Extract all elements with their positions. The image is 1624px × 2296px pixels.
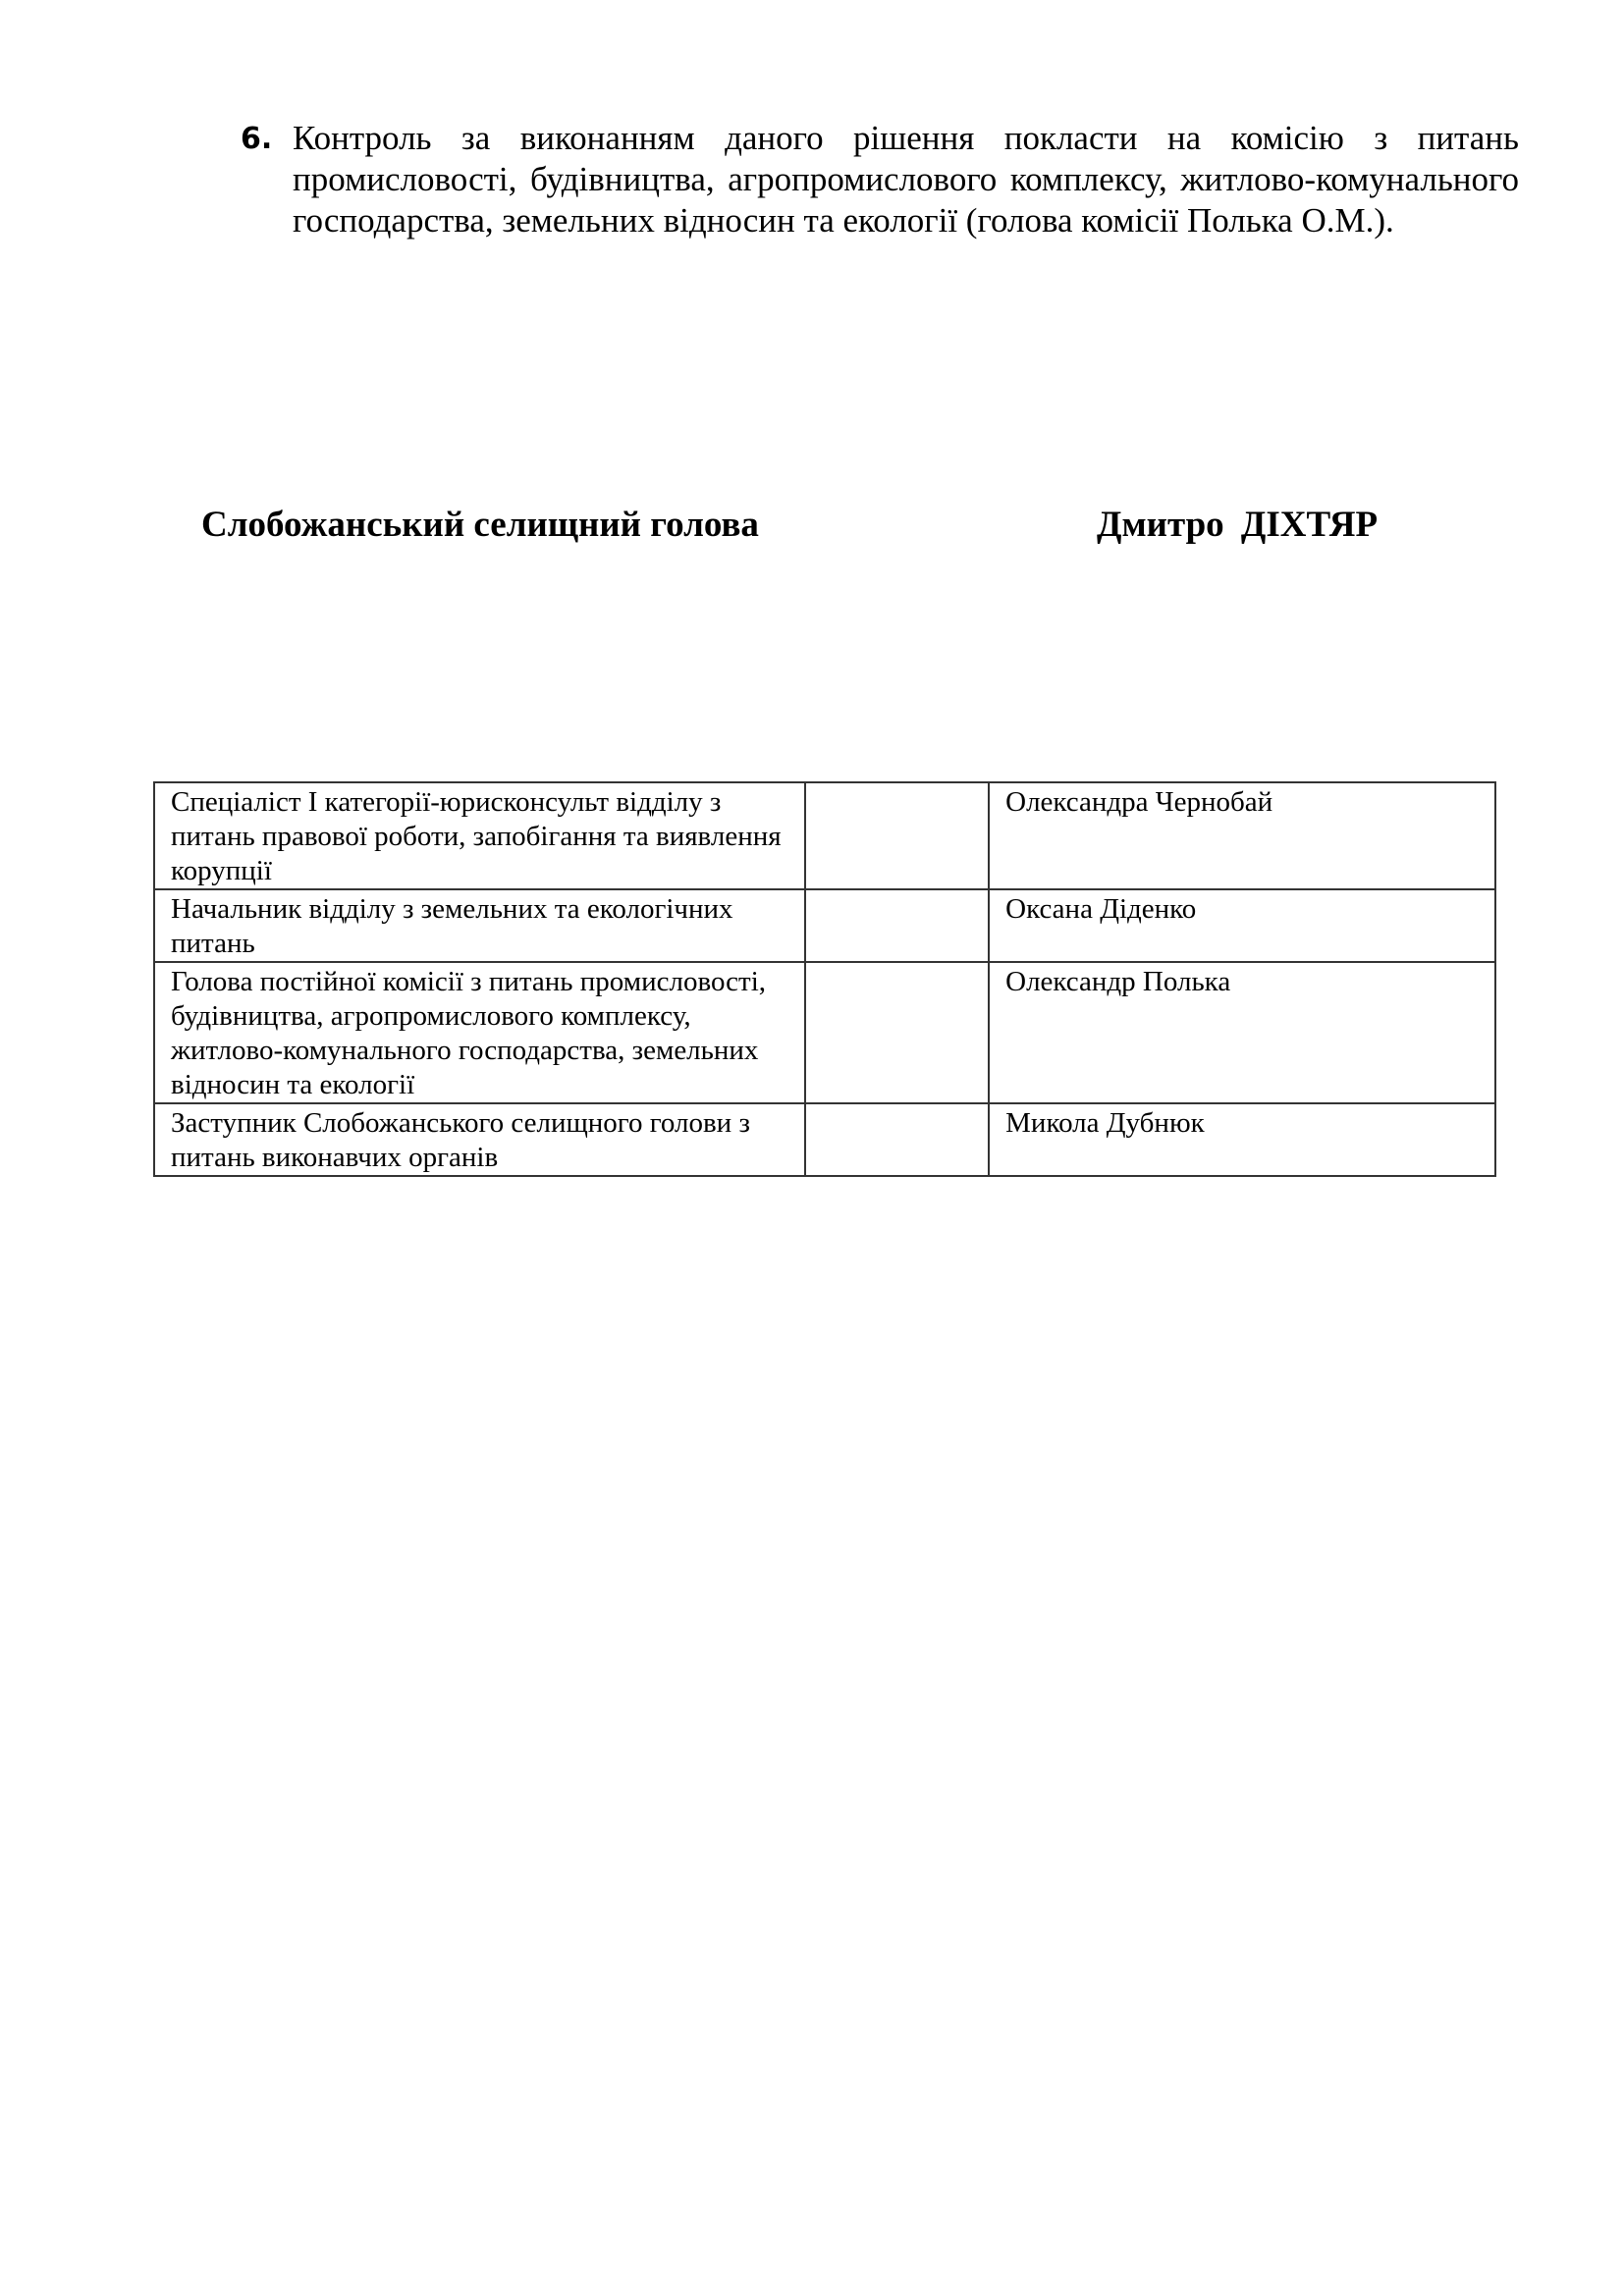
table-row [154, 782, 1495, 889]
approver-signature-cell [805, 889, 989, 962]
approver-name: Олександра Чернобай [989, 782, 1495, 889]
table-row [154, 889, 1495, 962]
clause-number: 6. [241, 122, 273, 156]
approval-table [153, 781, 1496, 1177]
table-row [154, 962, 1495, 1103]
approver-signature-cell [805, 1103, 989, 1176]
approver-name: Олександр Полька [989, 962, 1495, 1103]
approver-name: Оксана Діденко [989, 889, 1495, 962]
approver-signature-cell [805, 782, 989, 889]
signatory-name: Дмитро ДІХТЯР [1097, 505, 1379, 545]
clause-text: Контроль за виконанням даного рішення покласти на комісію з питань промисловості, будівництва, агропромислового комплексу, житлово-комунального господарства, земельних відносин та екології (голова комісії Полька О.М.). [293, 119, 1519, 240]
approver-position: Спеціаліст І категорії-юрисконсульт відділу з питань правової роботи, запобігання та виявлення корупції [154, 782, 805, 889]
approver-position: Начальник відділу з земельних та екологічних питань [154, 889, 805, 962]
signatory-title: Слобожанський селищний голова [201, 505, 759, 545]
approver-signature-cell [805, 962, 989, 1103]
approver-name: Микола Дубнюк [989, 1103, 1495, 1176]
approver-position: Заступник Слобожанського селищного голови з питань виконавчих органів [154, 1103, 805, 1176]
approver-position: Голова постійної комісії з питань промисловості, будівництва, агропромислового комплексу, житлово-комунального господарства, земельних відносин та екології [154, 962, 805, 1103]
table-row [154, 1103, 1495, 1176]
